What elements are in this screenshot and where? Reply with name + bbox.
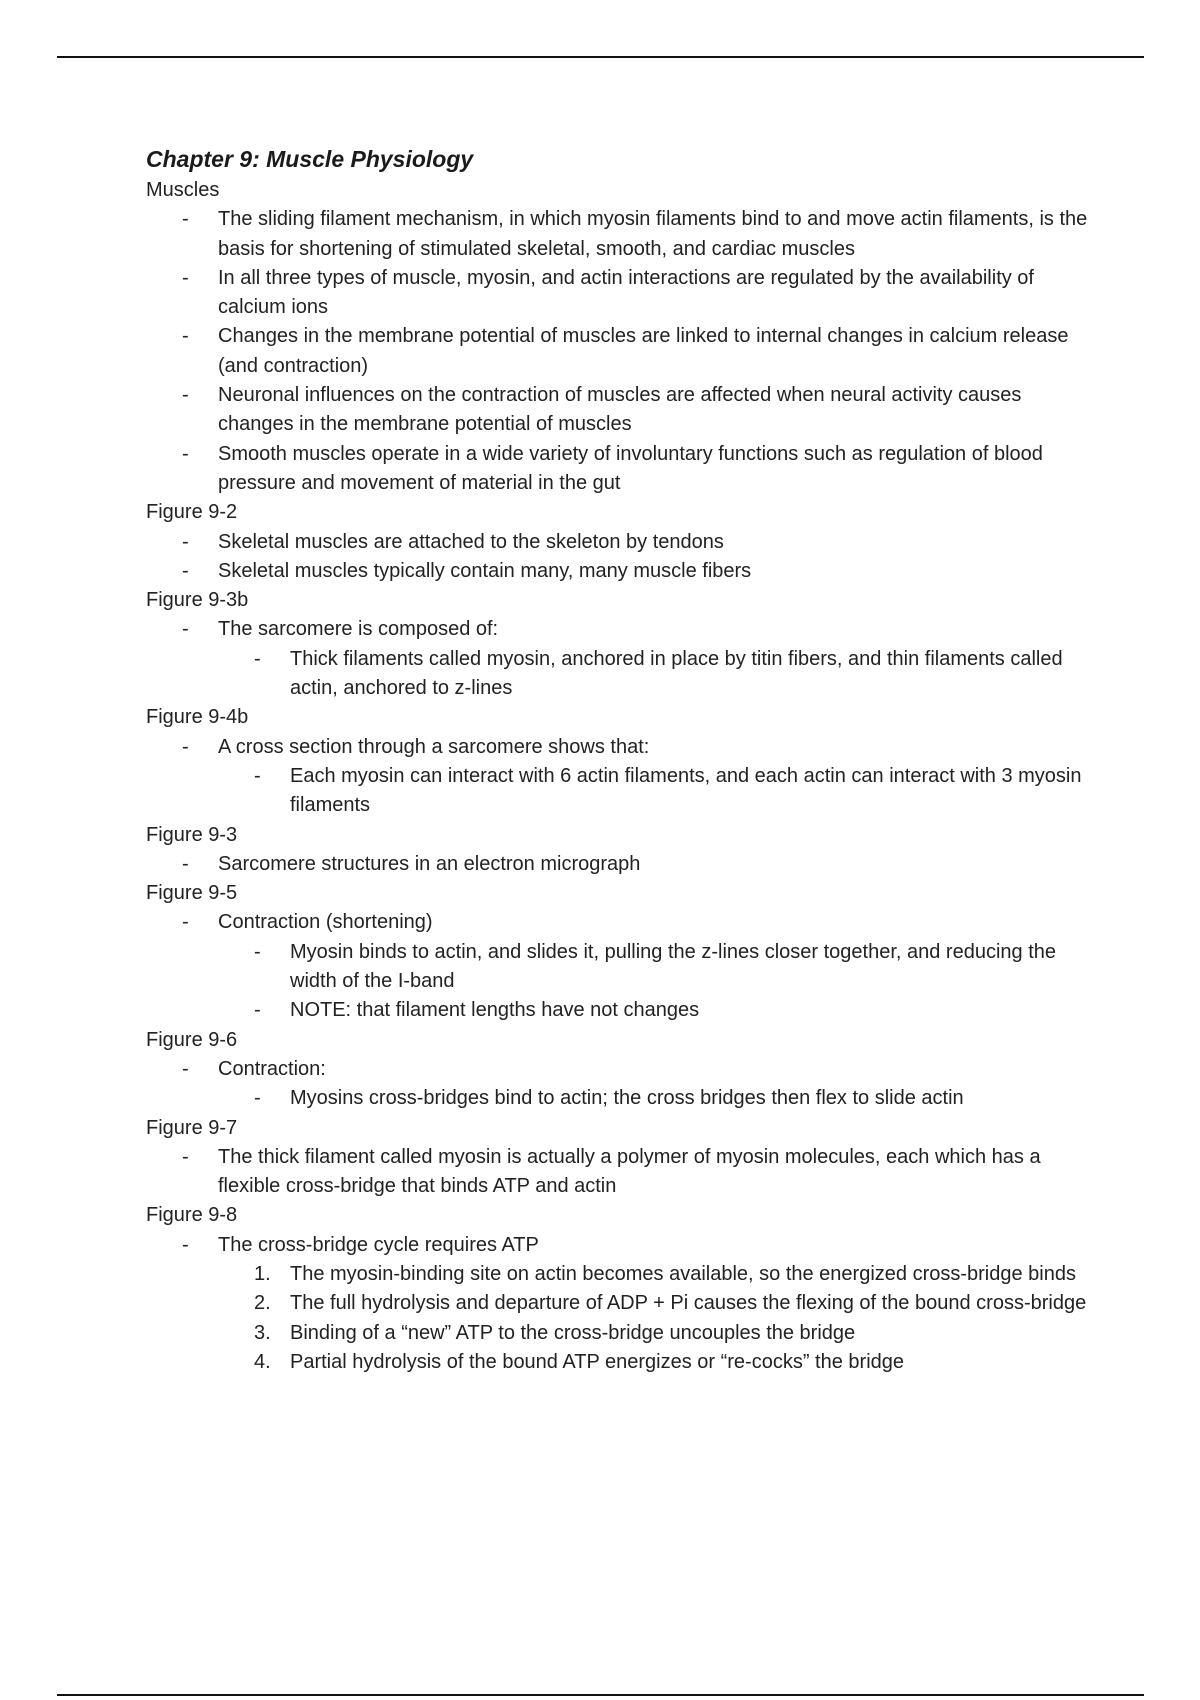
section-label: Figure 9-7 — [146, 1116, 238, 1139]
list-item-text: Smooth muscles operate in a wide variety of involuntary functions such as regulation of blood pressure and movement of material in the gut — [218, 442, 1043, 494]
list-item-text: Myosin binds to actin, and slides it, pulling the z-lines closer together, and reducing the width of the I-band — [290, 940, 1056, 993]
dash-bullet: - — [182, 735, 189, 758]
dash-bullet: - — [182, 1057, 189, 1080]
list-item-text: The sliding filament mechanism, in which myosin filaments bind to and move actin filaments, is the basis for shortening of stimulated skeletal, smooth, and cardiac muscles — [218, 208, 1088, 260]
list-item-text: Partial hydrolysis of the bound ATP energizes or “re-cocks” the bridge — [290, 1350, 905, 1373]
list-item-text: Contraction: — [218, 1057, 326, 1080]
section-label: Figure 9-6 — [146, 1028, 238, 1051]
dash-bullet: - — [182, 530, 189, 553]
list-item-text: Myosins cross-bridges bind to actin; the cross bridges then flex to slide actin — [290, 1087, 964, 1110]
list-item-text: The sarcomere is composed of: — [218, 618, 499, 641]
list-item — [146, 615, 1096, 703]
dash-bullet: - — [254, 940, 261, 963]
sub-list-item — [218, 762, 1096, 821]
bullet-list — [146, 733, 1096, 821]
section-label: Figure 9-5 — [146, 882, 238, 905]
list-item-text: The myosin-binding site on actin becomes available, so the energized cross-bridge binds — [290, 1262, 1076, 1285]
list-item — [146, 322, 1096, 381]
list-item — [146, 528, 1096, 557]
bullet-list — [146, 1231, 1096, 1377]
dash-bullet: - — [182, 911, 189, 934]
dash-bullet: - — [182, 852, 189, 875]
list-item — [146, 557, 1096, 586]
dash-bullet: - — [182, 208, 189, 231]
list-item-text: Binding of a “new” ATP to the cross-bridge uncouples the bridge — [290, 1321, 856, 1344]
bottom-rule — [57, 1694, 1144, 1696]
numbered-item — [218, 1319, 1096, 1348]
dash-bullet: - — [254, 647, 261, 670]
item-number: 1. — [254, 1262, 271, 1285]
list-item — [146, 733, 1096, 821]
bullet-list — [146, 615, 1096, 703]
dash-bullet: - — [254, 1087, 261, 1110]
list-item — [146, 1231, 1096, 1377]
list-item — [146, 908, 1096, 1025]
list-item — [146, 850, 1096, 879]
sub-list-item — [218, 645, 1096, 704]
sub-list-item — [218, 996, 1096, 1025]
section-label: Figure 9-8 — [146, 1204, 238, 1227]
dash-bullet: - — [182, 1233, 189, 1256]
bullet-list — [146, 908, 1096, 1025]
list-item-text: The cross-bridge cycle requires ATP — [218, 1233, 539, 1256]
sub-bullet-list — [146, 762, 1096, 821]
section-label: Figure 9-2 — [146, 501, 238, 524]
list-item — [146, 205, 1096, 264]
section-label: Figure 9-3 — [146, 823, 238, 846]
list-item-text: The thick filament called myosin is actually a polymer of myosin molecules, each which has a flexible cross-bridge that binds ATP and actin — [218, 1145, 1041, 1198]
item-number: 2. — [254, 1292, 271, 1315]
dash-bullet: - — [182, 384, 189, 407]
dash-bullet: - — [182, 618, 189, 641]
document-body — [146, 143, 1096, 1377]
section-label: Figure 9-4b — [146, 706, 249, 729]
bullet-list — [146, 850, 1096, 879]
top-rule — [57, 56, 1144, 58]
numbered-item — [218, 1289, 1096, 1318]
bullet-list — [146, 205, 1096, 498]
sub-bullet-list — [146, 938, 1096, 1026]
list-item-text: Skeletal muscles are attached to the skeleton by tendons — [218, 530, 724, 553]
sub-bullet-list — [146, 645, 1096, 704]
item-number: 3. — [254, 1321, 271, 1344]
item-number: 4. — [254, 1350, 271, 1373]
dash-bullet: - — [254, 764, 261, 787]
section-label: Muscles — [146, 179, 220, 201]
list-item — [146, 381, 1096, 440]
sub-bullet-list — [146, 1084, 1096, 1113]
list-item-text: NOTE: that filament lengths have not changes — [290, 999, 700, 1022]
list-item-text: In all three types of muscle, myosin, and actin interactions are regulated by the availability of calcium ions — [218, 266, 1034, 319]
dash-bullet: - — [254, 999, 261, 1022]
sub-list-item — [218, 1084, 1096, 1113]
list-item-text: A cross section through a sarcomere shows that: — [218, 735, 650, 758]
dash-bullet: - — [182, 442, 189, 465]
numbered-list — [146, 1260, 1096, 1377]
list-item-text: Each myosin can interact with 6 actin filaments, and each actin can interact with 3 myosin filaments — [290, 764, 1082, 817]
dash-bullet: - — [182, 266, 189, 289]
bullet-list — [146, 1143, 1096, 1202]
dash-bullet: - — [182, 559, 189, 582]
dash-bullet: - — [182, 325, 189, 348]
page-title: Chapter 9: Muscle Physiology — [146, 146, 474, 172]
bullet-list — [146, 528, 1096, 587]
list-item-text: The full hydrolysis and departure of ADP + Pi causes the flexing of the bound cross-bridge — [290, 1292, 1087, 1315]
list-item — [146, 440, 1096, 499]
numbered-item — [218, 1260, 1096, 1289]
section-label: Figure 9-3b — [146, 589, 249, 612]
list-item — [146, 264, 1096, 323]
list-item-text: Neuronal influences on the contraction of muscles are affected when neural activity causes changes in the membrane potential of muscles — [218, 384, 1022, 436]
list-item — [146, 1055, 1096, 1114]
sub-list-item — [218, 938, 1096, 997]
list-item — [146, 1143, 1096, 1202]
list-item-text: Changes in the membrane potential of muscles are linked to internal changes in calcium release (and contraction) — [218, 325, 1069, 377]
list-item-text: Thick filaments called myosin, anchored in place by titin fibers, and thin filaments called actin, anchored to z-lines — [290, 647, 1063, 700]
numbered-item — [218, 1348, 1096, 1377]
list-item-text: Skeletal muscles typically contain many, many muscle fibers — [218, 559, 752, 582]
list-item-text: Contraction (shortening) — [218, 911, 433, 934]
list-item-text: Sarcomere structures in an electron micrograph — [218, 852, 641, 875]
dash-bullet: - — [182, 1145, 189, 1168]
bullet-list — [146, 1055, 1096, 1114]
